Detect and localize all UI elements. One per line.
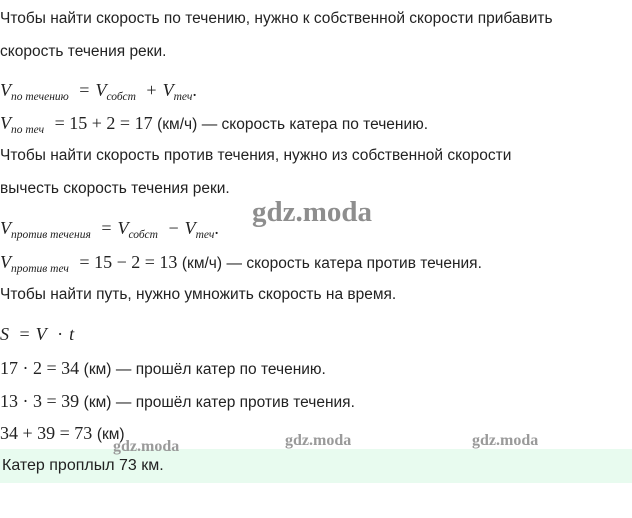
formula-distance-upstream: 13 · 3 = 39 (км) — прошёл катер против течения. <box>0 391 355 411</box>
paragraph-upstream-line1: Чтобы найти скорость против течения, нужно из собственной скорости <box>0 147 512 164</box>
answer-box <box>0 449 632 483</box>
formula-distance-general: S = V · t <box>0 324 75 344</box>
formula-downstream-calc: $V_{по теч} = 15 + 2 = 17$ (км/ч) — скорость катера по течению. <box>0 113 429 136</box>
watermark-bottom-right: gdz.moda <box>472 432 539 449</box>
watermark-bottom-middle: gdz.moda <box>285 432 352 449</box>
answer-text: Катер проплыл 73 км. <box>2 457 164 474</box>
formula-distance-downstream: 17 · 2 = 34 (км) — прошёл катер по течению. <box>0 358 326 378</box>
paragraph-downstream-line2: скорость течения реки. <box>0 43 167 60</box>
paragraph-distance: Чтобы найти путь, нужно умножить скорость на время. <box>0 286 397 303</box>
paragraph-downstream-line1: Чтобы найти скорость по течению, нужно к собственной скорости прибавить <box>0 10 553 27</box>
formula-upstream-calc: $V_{против теч} = 15 - 2 = 13$ (км/ч) — скорость катера против течения. <box>0 252 482 275</box>
paragraph-upstream-line2: вычесть скорость течения реки. <box>0 180 230 197</box>
formula-total-distance: 34 + 39 = 73 (км) <box>0 423 125 443</box>
watermark-center: gdz.moda <box>252 196 373 228</box>
formula-downstream-general: $V_{по течению} = V_{собст} + V_{теч}$. <box>0 80 197 103</box>
formula-upstream-general: $V_{против течения} = V_{собст} - V_{теч}$. <box>0 218 219 241</box>
watermark-bottom-left: gdz.moda <box>113 438 180 455</box>
